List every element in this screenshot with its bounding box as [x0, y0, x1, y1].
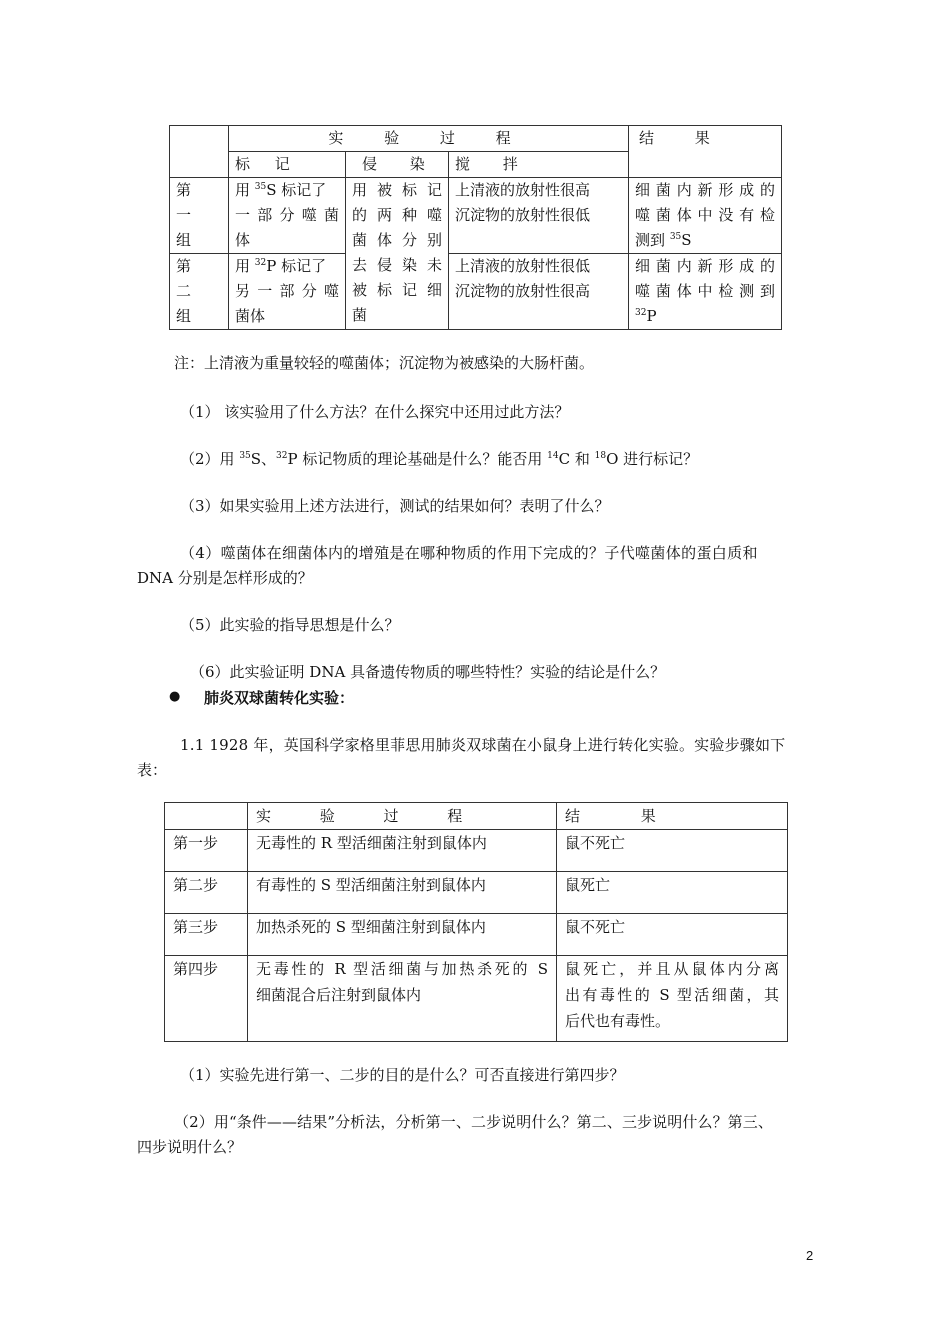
text: （2）用 [180, 450, 240, 468]
question2-1: （1）实验先进行第一、二步的目的是什么？可否直接进行第四步？ [180, 1066, 625, 1084]
question-3: （3）如果实验用上述方法进行，测试的结果如何？表明了什么？ [180, 497, 610, 515]
question-1: （1） 该实验用了什么方法？在什么探究中还用过此方法？ [180, 403, 570, 421]
infect-line: 被标记细 [352, 281, 442, 299]
table1-header-process: 实 验 过 程 [229, 126, 629, 152]
intro-line1: 1.1 1928 年，英国科学家格里菲思用肺炎双球菌在小鼠身上进行转化实验。实验步骤如下 [180, 736, 786, 754]
label-line: 体 [235, 231, 251, 249]
text: P 标记物质的理论基础是什么？能否用 [287, 450, 548, 468]
table-row [165, 914, 788, 956]
table1-corner-cell [170, 126, 229, 178]
result-line: 噬菌体中没有检 [635, 206, 776, 224]
table1-sub-label: 标 记 [229, 152, 346, 178]
text: S [681, 231, 692, 249]
result-line: 噬菌体中检测到 [635, 282, 776, 300]
step-result [557, 956, 788, 1042]
table1-row2-stir [449, 254, 629, 330]
step-label: 第四步 [165, 956, 248, 1042]
page-number: 2 [806, 1248, 814, 1263]
table1-row1-label [229, 178, 346, 254]
table-row [165, 872, 788, 914]
table1-row2-group [170, 254, 229, 330]
infect-line: 菌 [352, 306, 368, 324]
table-row [165, 956, 788, 1042]
text: 用 [235, 257, 255, 275]
table2-header-result: 结 果 [557, 803, 788, 830]
group-line: 组 [176, 307, 192, 325]
superscript: 32 [276, 451, 288, 461]
result-line [635, 304, 775, 329]
superscript: 14 [547, 451, 559, 461]
question-6: （6）此实验证明 DNA 具备遗传物质的哪些特性？实验的结论是什么？ [190, 663, 666, 681]
superscript: 32 [254, 258, 267, 268]
process-line: 无毒性的 R 型活细菌与加热杀死的 S [256, 960, 548, 978]
text: P [646, 307, 657, 325]
table1-infect-cell [346, 178, 449, 330]
superscript: 35 [239, 451, 251, 461]
table-note: 注：上清液为重量较轻的噬菌体；沉淀物为被感染的大肠杆菌。 [174, 354, 595, 372]
table1-row1-result [629, 178, 782, 254]
text: O 进行标记？ [606, 450, 699, 468]
label-line: 菌体 [235, 307, 266, 325]
table1-row1-group [170, 178, 229, 254]
step-process: 有毒性的 S 型活细菌注射到鼠体内 [248, 872, 557, 914]
superscript: 35 [254, 182, 267, 192]
griffith-table [164, 802, 788, 1042]
step-result: 鼠死亡 [557, 872, 788, 914]
intro-line2: 表： [137, 761, 168, 779]
step-result: 鼠不死亡 [557, 914, 788, 956]
result-line: 鼠死亡，并且从鼠体内分离 [565, 960, 779, 978]
text: S、 [250, 450, 277, 468]
process-line: 细菌混合后注射到鼠体内 [256, 986, 422, 1004]
table1-row1-stir [449, 178, 629, 254]
superscript: 35 [669, 232, 682, 242]
table1-header-result: 结 果 [629, 126, 782, 178]
question-5: （5）此实验的指导思想是什么？ [180, 616, 400, 634]
section-title: 肺炎双球菌转化实验： [204, 689, 355, 707]
infect-line: 用被标记 [352, 181, 442, 199]
infect-line: 去侵染未 [352, 256, 442, 274]
label-line: 另一部分噬 [235, 282, 339, 300]
group-line: 第 二 [176, 257, 196, 300]
table1-sub-infect: 侵 染 [346, 152, 449, 178]
question-4-line1: （4）噬菌体在细菌体内的增殖是在哪种物质的作用下完成的？子代噬菌体的蛋白质和 [180, 544, 758, 562]
question-2 [180, 448, 698, 469]
step-process: 加热杀死的 S 型细菌注射到鼠体内 [248, 914, 557, 956]
table-row [165, 830, 788, 872]
result-line [635, 228, 775, 253]
group-line: 第 一 [176, 181, 196, 224]
table1-row2-label [229, 254, 346, 330]
step-label: 第一步 [165, 830, 248, 872]
label-line [235, 254, 339, 279]
stir-line: 沉淀物的放射性很低 [455, 206, 591, 224]
question2-2-line2: 四步说明什么？ [137, 1138, 243, 1156]
result-line: 细菌内新形成的 [635, 181, 776, 199]
step-result: 鼠不死亡 [557, 830, 788, 872]
step-label: 第二步 [165, 872, 248, 914]
step-process [248, 956, 557, 1042]
question2-2-line1: （2）用“条件——结果”分析法，分析第一、二步说明什么？第二、三步说明什么？第三、 [174, 1113, 773, 1131]
stir-line: 上清液的放射性很高 [455, 181, 591, 199]
hershey-chase-table [169, 125, 782, 330]
superscript: 32 [635, 308, 647, 318]
superscript: 18 [594, 451, 607, 461]
text: 测到 [635, 231, 670, 249]
question-4-line2: DNA 分别是怎样形成的？ [137, 569, 313, 587]
text: C 和 [558, 450, 595, 468]
result-line: 细菌内新形成的 [635, 257, 776, 275]
result-line: 后代也有毒性。 [565, 1012, 671, 1030]
stir-line: 沉淀物的放射性很高 [455, 282, 591, 300]
group-line: 组 [176, 231, 192, 249]
table2-header-process: 实 验 过 程 [248, 803, 557, 830]
table2-corner-cell [165, 803, 248, 830]
bullet-icon: ● [169, 689, 181, 704]
step-label: 第三步 [165, 914, 248, 956]
result-line: 出有毒性的 S 型活细菌，其 [565, 986, 779, 1004]
table1-row2-result [629, 254, 782, 330]
infect-line: 的两种噬 [352, 206, 442, 224]
text: P 标记了 [266, 257, 327, 275]
text: S 标记了 [266, 181, 327, 199]
table1-sub-stir: 搅 拌 [449, 152, 629, 178]
label-line: 一部分噬菌 [235, 206, 339, 224]
infect-line: 菌体分别 [352, 231, 442, 249]
label-line [235, 178, 339, 203]
text: 用 [235, 181, 255, 199]
stir-line: 上清液的放射性很低 [455, 257, 591, 275]
step-process: 无毒性的 R 型活细菌注射到鼠体内 [248, 830, 557, 872]
